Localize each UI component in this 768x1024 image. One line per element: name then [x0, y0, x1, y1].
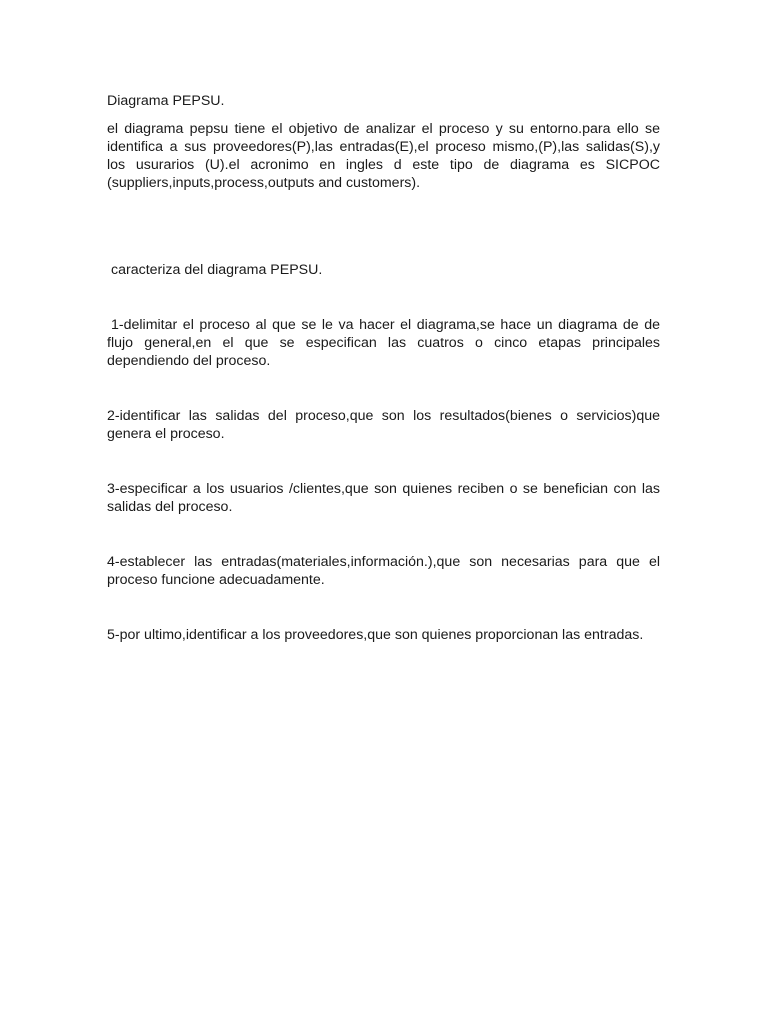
step-paragraph-3: 3-especificar a los usuarios /clientes,que son quienes reciben o se benefician con las salidas del proceso.: [107, 481, 660, 515]
step-paragraph-4: 4-establecer las entradas(materiales,información.),que son necesarias para que el proceso funcione adecuadamente.: [107, 554, 660, 588]
document-body: [107, 92, 660, 644]
document-title: Diagrama PEPSU.: [107, 93, 225, 109]
step-paragraph-1: 1-delimitar el proceso al que se le va hacer el diagrama,se hace un diagrama de de flujo general,en el que se especifican las cuatros o cinco etapas principales dependiendo del proceso.: [107, 317, 660, 369]
step-paragraph-2: 2-identificar las salidas del proceso,que son los resultados(bienes o servicios)que genera el proceso.: [107, 408, 660, 442]
step-paragraph-5: 5-por ultimo,identificar a los proveedores,que son quienes proporcionan las entradas.: [107, 627, 644, 643]
section-subtitle: caracteriza del diagrama PEPSU.: [111, 262, 323, 278]
intro-paragraph: el diagrama pepsu tiene el objetivo de analizar el proceso y su entorno.para ello se identifica a sus proveedores(P),las entradas(E),el proceso mismo,(P),las salidas(S),y los usurarios (U).el acronimo en ingles d este tipo de diagrama es SICPOC (suppliers,inputs,process,outputs and customers).: [107, 121, 660, 191]
